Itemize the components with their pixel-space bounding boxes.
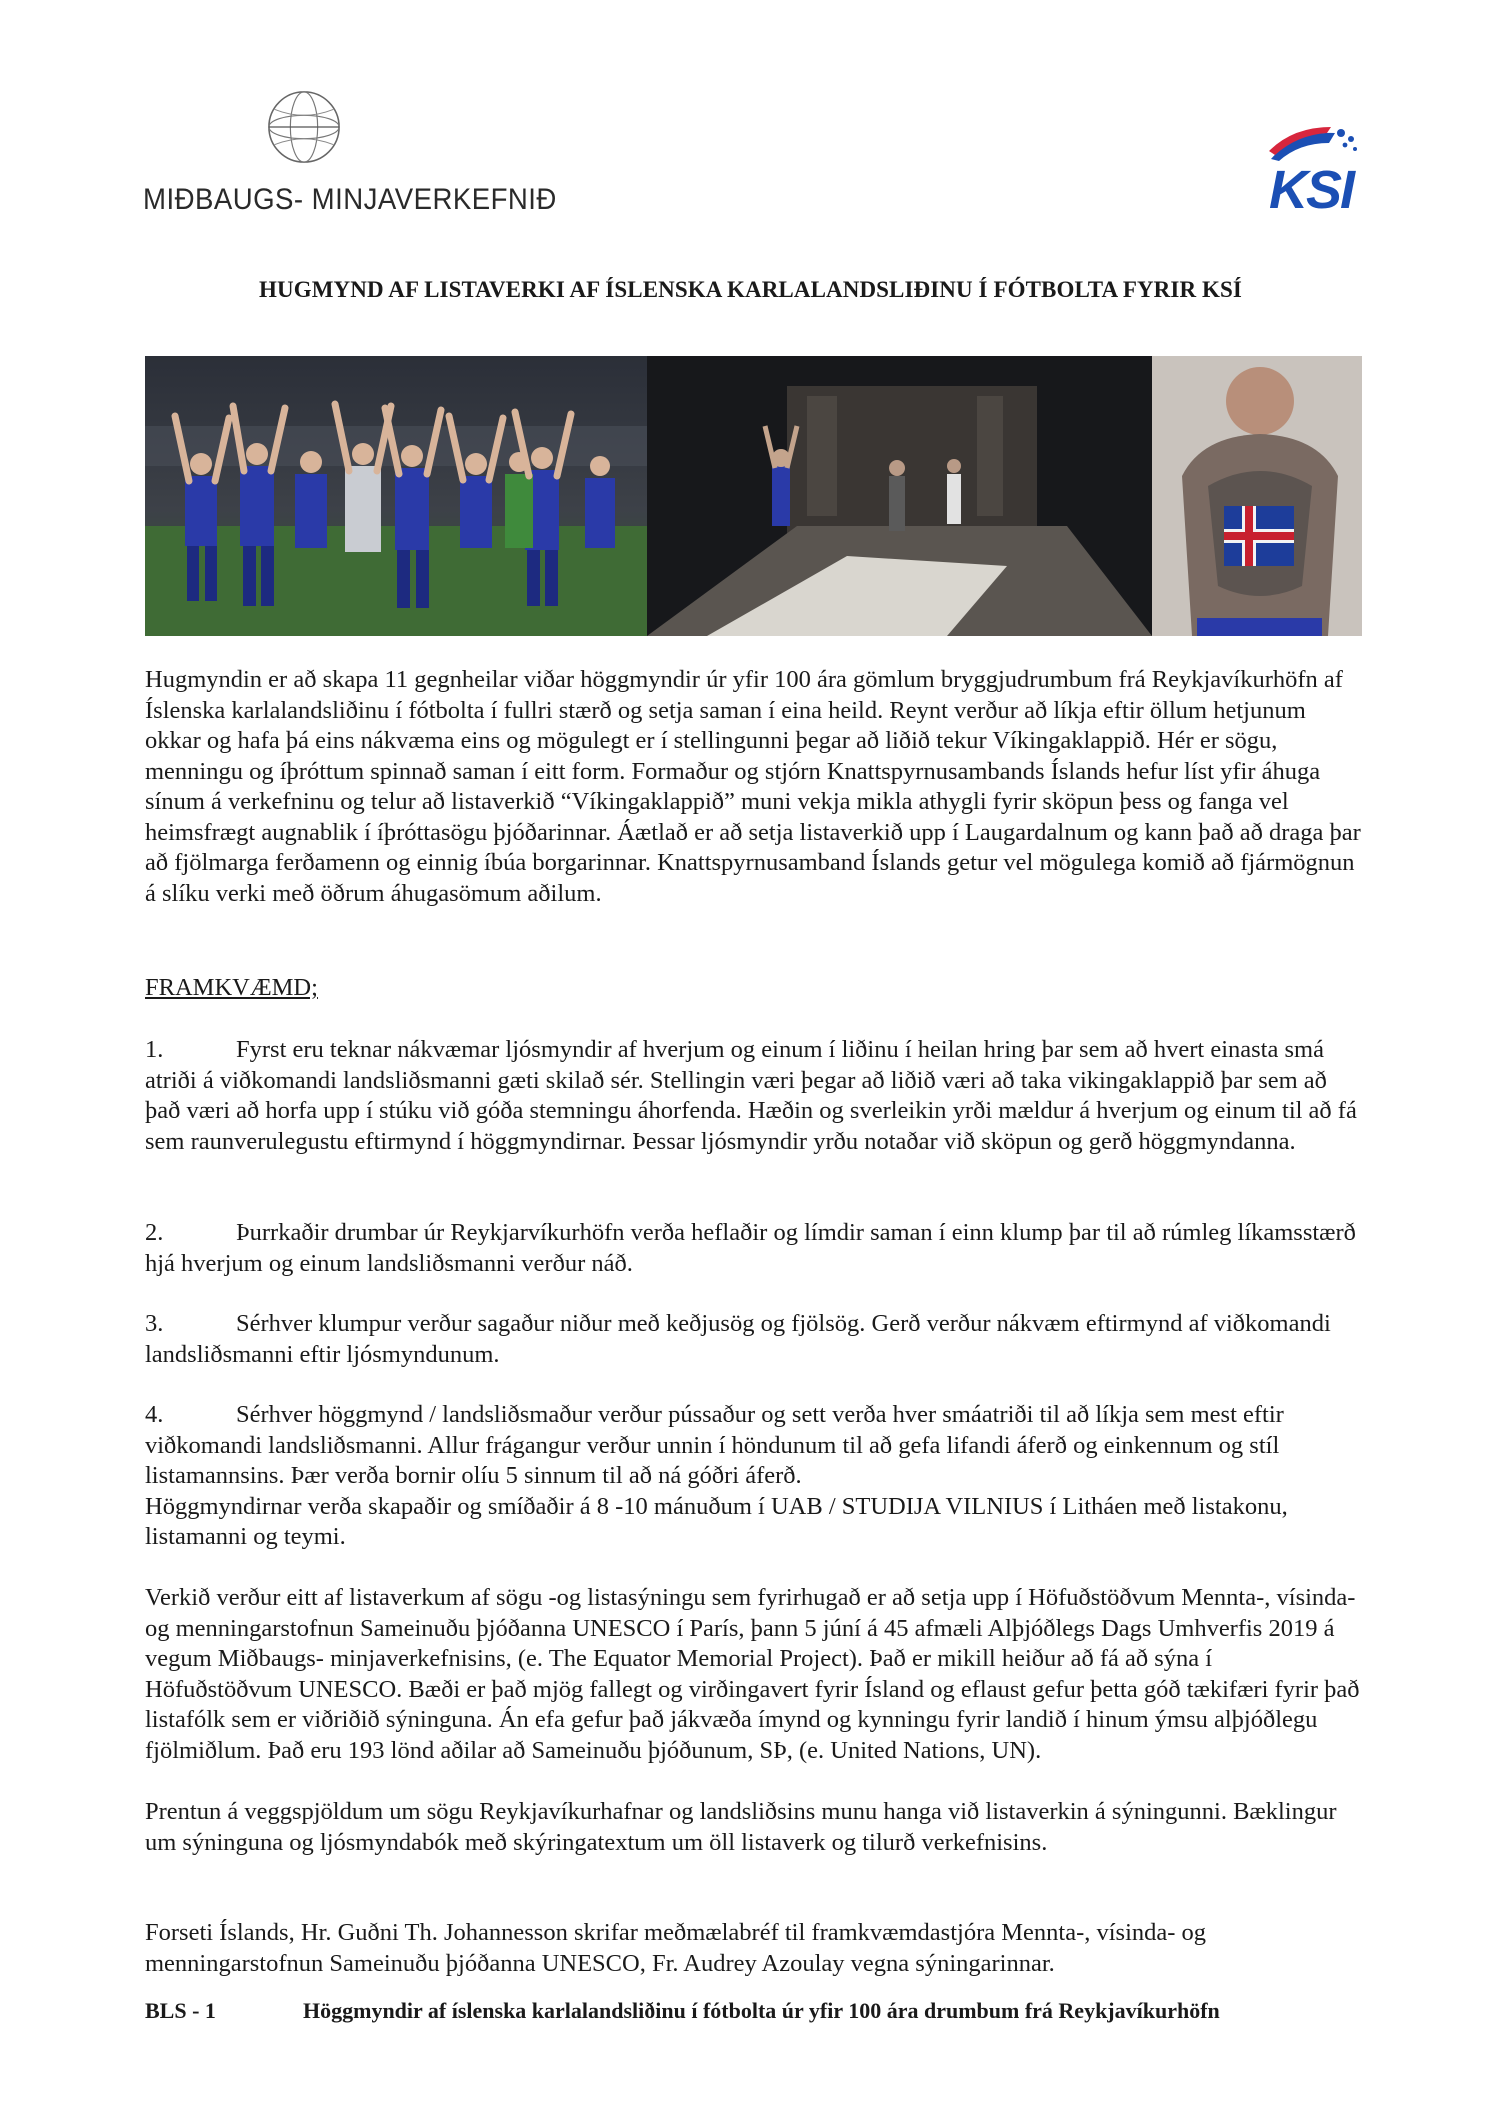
intro-paragraph — [145, 665, 1365, 909]
list-item-text: Fyrst eru teknar nákvæmar ljósmyndir af hverjum og einum í liðinu í heilan hring þar sem að hvert einasta smá atriði á viðkomandi landsliðsmanni gæti skilað sér. Stellingin væri þegar að liðið væri að taka vikingaklappið þar sem að það væri að horfa upp í stúku við góða stemningu áhorfenda. Hæðin og sverleikin yrði mældur á hverjum og einum til að fá sem raunverulegustu eftirmynd í höggmyndirnar. Þessar ljósmyndir yrðu notaðar við sköpun og gerð höggmyndanna. — [145, 1036, 1357, 1155]
list-item — [145, 1218, 1365, 1279]
president-paragraph — [145, 1918, 1365, 1979]
section-heading: FRAMKVÆMD; — [145, 974, 318, 1001]
ksi-wordmark: KSI — [1269, 160, 1354, 220]
list-item — [145, 1035, 1365, 1157]
list-item — [145, 1400, 1365, 1553]
print-text: Prentun á veggspjöldum um sögu Reykjavíkurhafnar og landsliðsins munu hanga við listaverkin á sýningunni. Bæklingur um sýninguna og ljósmyndabók með skýringatextum um öll listaverk og tilurð verkefnisins. — [145, 1798, 1337, 1856]
print-paragraph — [145, 1797, 1365, 1858]
list-item-text: Þurrkaðir drumbar úr Reykjarvíkurhöfn verða heflaðir og límdir saman í einn klump þar til að rúmleg líkamsstærð hjá hverjum og einum landsliðsmanni verður náð. — [145, 1219, 1356, 1277]
intro-text: Hugmyndin er að skapa 11 gegnheilar viðar höggmyndir úr yfir 100 ára gömlum bryggjudrumbum frá Reykjavíkurhöfn af Íslenska karlalandsliðinu í fótbolta í fullri stærð og setja saman í eina heild. Reynt verður að líkja eftir öllum hetjunum okkar og hafa þá eins nákvæma eins og mögulegt er í stellingunni þegar að liðið tekur Víkingaklappið. Hér er sögu, menningu og íþróttum spinnað saman í eitt form. Formaður og stjórn Knattspyrnusambands Íslands hefur líst yfir áhuga sínum á verkefninu og telur að listaverkið “Víkingaklappið” muni vekja mikla athygli fyrir sköpun þess og fanga vel heimsfrægt augnablik í íþróttasögu þjóðarinnar. Áætlað er að setja listaverkið upp í Laugardalnum og kann það að draga þar að fjölmarga ferðamenn og einnig íbúa borgarinnar. Knattspyrnusamband Íslands getur vel mögulega komið að fjármögnun á slíku verki með öðrum áhugasömum aðilum. — [145, 666, 1361, 907]
globe-icon — [265, 88, 343, 166]
logo-wordmark: MIÐBAUGS- MINJAVERKEFNIÐ — [143, 183, 557, 216]
list-item-extra-text: Höggmyndirnar verða skapaðir og smíðaðir á 8 -10 mánuðum í UAB / STUDIJA VILNIUS í Litháen með listakonu, listamanni og teymi. — [145, 1492, 1288, 1550]
list-item-number: 2. — [145, 1219, 164, 1246]
team-celebration-photo — [145, 356, 647, 636]
president-text: Forseti Íslands, Hr. Guðni Th. Johannesson skrifar meðmælabréf til framkvæmdastjóra Mennta-, vísinda- og menningarstofnun Sameinuðu þjóðanna UNESCO, Fr. Audrey Azoulay vegna sýningarinnar. — [145, 1919, 1207, 1977]
exhibition-paragraph — [145, 1583, 1365, 1766]
list-item-number: 3. — [145, 1310, 164, 1337]
tattoo-back-photo — [1152, 356, 1362, 636]
exhibition-text: Verkið verður eitt af listaverkum af sögu -og listasýningu sem fyrirhugað er að setja upp í Höfuðstöðvum Mennta-, vísinda- og menningarstofnun Sameinuðu þjóðanna UNESCO í París, þann 5 júní á 45 afmæli Alþjóðlegs Dags Umhverfis 2019 á vegum Miðbaugs- minjaverkefnisins, (e. The Equator Memorial Project). Það er mikill heiður að fá að sýna í Höfuðstöðvum UNESCO. Bæði er það mjög fallegt og virðingavert fyrir Ísland og eflaust gefur þetta góð tækifæri fyrir það listafólk sem er viðriðið sýninguna. Án efa gefur það jákvæða ímynd og kynningu fyrir landið í hinum ýmsu alþjóðlegu fjölmiðlum. Það eru 193 lönd aðilar að Sameinuðu þjóðunum, SÞ, (e. United Nations, UN). — [145, 1584, 1360, 1764]
list-item-number: 4. — [145, 1401, 164, 1428]
footer-caption: Höggmyndir af íslenska karlalandsliðinu í fótbolta úr yfir 100 ára drumbum frá Reykjavíkurhöfn — [303, 1998, 1220, 2023]
page-footer — [145, 1998, 1365, 2024]
page-title: HUGMYND AF LISTAVERKI AF ÍSLENSKA KARLALANDSLIÐINU Í FÓTBOLTA FYRIR KSÍ — [259, 277, 1242, 302]
list-item-text: Sérhver klumpur verður sagaður niður með keðjusög og fjölsög. Gerð verður nákvæm eftirmynd af viðkomandi landsliðsmanni eftir ljósmyndunum. — [145, 1310, 1331, 1368]
studio-photo-session — [647, 356, 1152, 636]
list-item-text: Sérhver höggmynd / landsliðsmaður verður pússaður og sett verða hver smáatriði til að líkja sem mest eftir viðkomandi landsliðsmanni. Allur frágangur verður unnin í höndunum til að gefa lifandi áferð og einkennum og stíl listamannsins. Þær verða bornir olíu 5 sinnum til að ná góðri áferð. — [145, 1401, 1284, 1489]
page-number: BLS - 1 — [145, 1998, 216, 2023]
equator-memorial-logo — [143, 88, 557, 223]
list-item — [145, 1309, 1365, 1370]
list-item-number: 1. — [145, 1036, 164, 1063]
ksi-logo — [1265, 125, 1360, 220]
